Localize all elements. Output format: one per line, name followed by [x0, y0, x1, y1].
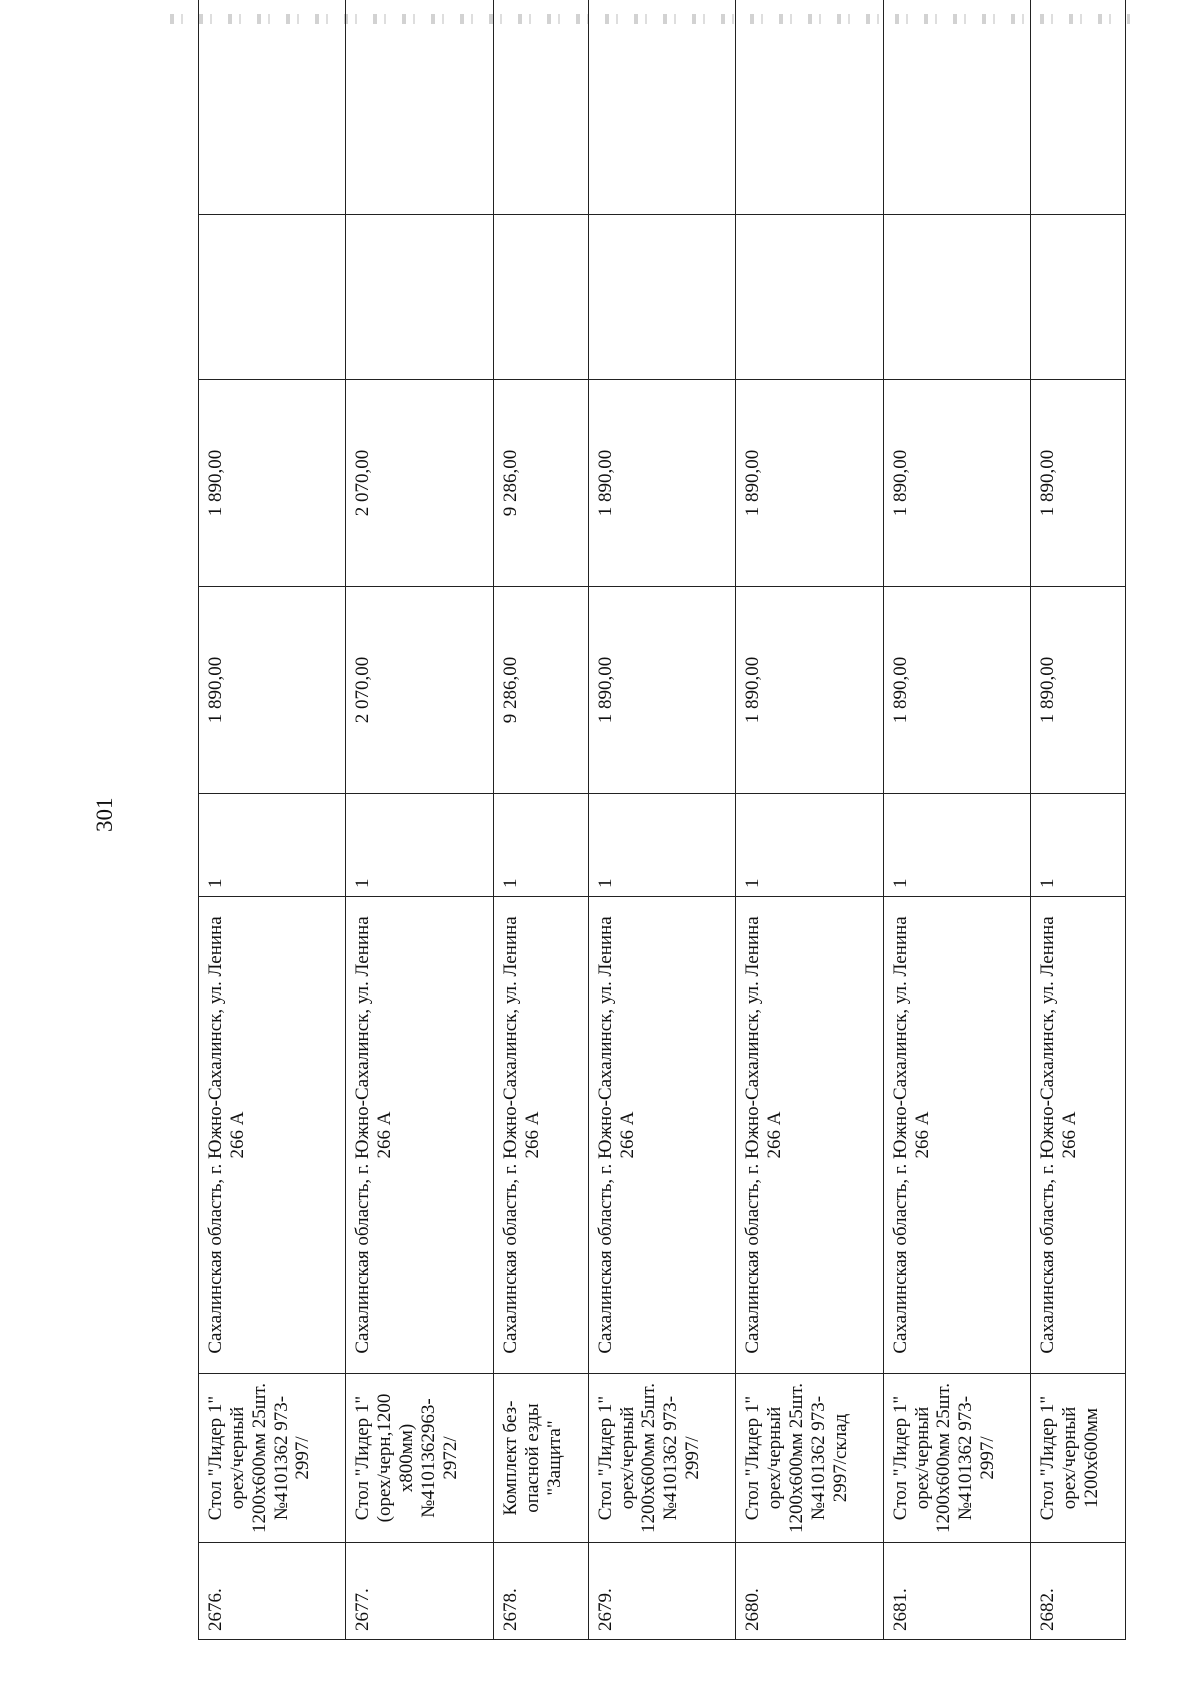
table-row [588, 0, 735, 1640]
balance-cell [493, 380, 588, 587]
balance-cell [883, 380, 1030, 587]
balance-cell [1031, 380, 1126, 587]
empty-cell [493, 0, 588, 215]
item-name-cell [736, 1374, 883, 1543]
empty-cell [736, 0, 883, 215]
item-name: Стол "Лидер 1" (орех/черн,1200 х800мм) №4101362963-2972/ [352, 1393, 461, 1523]
quantity: 1 [1037, 878, 1059, 888]
quantity-cell [199, 794, 346, 897]
location-cell [199, 897, 346, 1374]
row-number: 2679. [594, 1588, 616, 1631]
row-number-cell [883, 1543, 1030, 1640]
row-number-cell [199, 1543, 346, 1640]
table-row [493, 0, 588, 1640]
balance: 1 890,00 [594, 449, 616, 517]
empty-cell [346, 215, 493, 380]
table-row [346, 0, 493, 1640]
empty-cell [346, 0, 493, 215]
item-name: Стол "Лидер 1" орех/черный 1200х600мм [1037, 1395, 1102, 1521]
cost-cell [1031, 587, 1126, 794]
row-number-cell [493, 1543, 588, 1640]
balance: 1 890,00 [205, 449, 226, 517]
row-number: 2681. [889, 1588, 911, 1631]
item-name: Стол "Лидер 1" орех/черный 1200х600мм 25шт.№4101362 973-2997/ [594, 1382, 704, 1534]
empty-cell [736, 215, 883, 380]
quantity-cell [346, 794, 493, 897]
page-number: 301 [92, 797, 117, 832]
quantity-cell [1031, 794, 1126, 897]
cost-cell [883, 587, 1030, 794]
table-row [199, 0, 346, 1640]
item-name-cell [883, 1374, 1030, 1543]
empty-cell [883, 215, 1030, 380]
quantity: 1 [352, 878, 374, 888]
balance-cell [736, 380, 883, 587]
item-name-cell [588, 1374, 735, 1543]
cost-cell [736, 587, 883, 794]
empty-cell [199, 215, 346, 380]
balance-cell [199, 380, 346, 587]
balance: 2 070,00 [352, 449, 374, 517]
quantity: 1 [742, 878, 764, 888]
cost: 2 070,00 [352, 656, 374, 724]
location: Сахалинская область, г. Южно-Сахалинск, ул. Ленина 266 А [1037, 916, 1081, 1354]
table-row [883, 0, 1030, 1640]
row-number-cell [1031, 1543, 1126, 1640]
balance: 9 286,00 [499, 449, 521, 517]
item-name-cell [346, 1374, 493, 1543]
empty-cell [1031, 0, 1126, 215]
row-number: 2677. [352, 1588, 374, 1631]
balance: 1 890,00 [1037, 449, 1059, 517]
location: Сахалинская область, г. Южно-Сахалинск, ул. Ленина 266 А [352, 916, 396, 1354]
row-number-cell [736, 1543, 883, 1640]
empty-cell [493, 215, 588, 380]
location-cell [588, 897, 735, 1374]
row-number-cell [588, 1543, 735, 1640]
landscape-page [198, 48, 1128, 1698]
location: Сахалинская область, г. Южно-Сахалинск, ул. Ленина 266 А [499, 916, 543, 1354]
cost-cell [199, 587, 346, 794]
cost-cell [588, 587, 735, 794]
inventory-table [198, 0, 1126, 1640]
table-row [1031, 0, 1126, 1640]
row-number: 2682. [1037, 1588, 1059, 1631]
cost: 1 890,00 [1037, 656, 1059, 724]
balance-cell [588, 380, 735, 587]
item-name-cell [493, 1374, 588, 1543]
location-cell [1031, 897, 1126, 1374]
cost-cell [346, 587, 493, 794]
quantity: 1 [889, 878, 911, 888]
balance-cell [346, 380, 493, 587]
empty-cell [588, 215, 735, 380]
cost: 1 890,00 [889, 656, 911, 724]
cost-cell [493, 587, 588, 794]
cost: 9 286,00 [499, 656, 521, 724]
quantity: 1 [499, 878, 521, 888]
quantity-cell [493, 794, 588, 897]
cost: 1 890,00 [594, 656, 616, 724]
item-name: Стол "Лидер 1" орех/черный 1200х600мм 25шт.№4101362 973-2997/ [889, 1382, 999, 1534]
balance: 1 890,00 [742, 449, 764, 517]
empty-cell [199, 0, 346, 215]
item-name-cell [199, 1374, 346, 1543]
cost: 1 890,00 [205, 656, 226, 724]
quantity-cell [883, 794, 1030, 897]
row-number-cell [346, 1543, 493, 1640]
location-cell [883, 897, 1030, 1374]
location: Сахалинская область, г. Южно-Сахалинск, ул. Ленина 266 А [742, 916, 786, 1354]
empty-cell [883, 0, 1030, 215]
balance: 1 890,00 [889, 449, 911, 517]
empty-cell [1031, 215, 1126, 380]
location: Сахалинская область, г. Южно-Сахалинск, ул. Ленина 266 А [889, 916, 933, 1354]
row-number: 2680. [742, 1588, 764, 1631]
location-cell [493, 897, 588, 1374]
location: Сахалинская область, г. Южно-Сахалинск, ул. Ленина 266 А [205, 916, 248, 1354]
item-name-cell [1031, 1374, 1126, 1543]
quantity-cell [736, 794, 883, 897]
item-name: Комплект без-опасной езды "Защита" [499, 1400, 565, 1516]
quantity: 1 [594, 878, 616, 888]
table-row [736, 0, 883, 1640]
row-number: 2678. [499, 1588, 521, 1631]
cost: 1 890,00 [742, 656, 764, 724]
location: Сахалинская область, г. Южно-Сахалинск, ул. Ленина 266 А [594, 916, 638, 1354]
location-cell [346, 897, 493, 1374]
quantity-cell [588, 794, 735, 897]
item-name: Стол "Лидер 1" орех/черный 1200х600мм 25шт.№4101362 973-2997/склад [742, 1382, 851, 1534]
item-name: Стол "Лидер 1" орех/черный 1200х600мм 25шт.№4101362 973-2997/ [205, 1382, 314, 1534]
empty-cell [588, 0, 735, 215]
location-cell [736, 897, 883, 1374]
quantity: 1 [205, 878, 226, 888]
row-number: 2676. [205, 1588, 226, 1631]
